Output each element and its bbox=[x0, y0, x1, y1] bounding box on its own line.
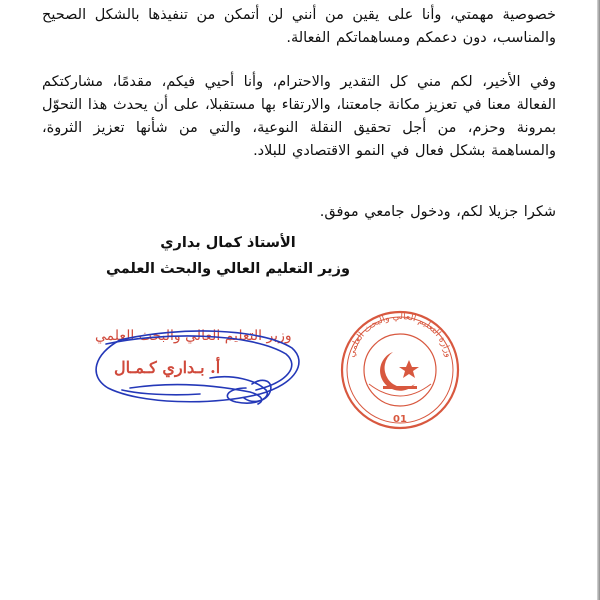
svg-text:وزارة التعليم العالي والبحث ال bbox=[347, 312, 453, 359]
paragraph-2-text: وفي الأخير، لكم مني كل التقدير والاحترام، وأنا أحيي فيكم، مقدمًا، مشاركتكم الفعالة معنا في تعزيز مكانة جامعتنا، والارتقاء بها مستقبلا، على أن يحدث هذا التحوّل بمرونة وحزم، من أجل تحقيق النقلة النوعية، والتي من شأنها تعزيز الثروة، والمساهمة بشكل فعال في النمو الاقتصادي للبلاد. bbox=[42, 73, 556, 159]
paragraph-3-text: شكرا جزيلا لكم، ودخول جامعي موفق. bbox=[319, 203, 556, 220]
stamp-title: وزير التعليم العالي والبحث العلمي bbox=[95, 328, 292, 344]
handwritten-signature bbox=[60, 318, 310, 418]
official-seal-icon bbox=[335, 300, 465, 440]
seal-ring-text: وزارة التعليم العالي والبحث العلمي bbox=[346, 311, 454, 359]
seal-number: 01 bbox=[393, 414, 407, 425]
letter-paragraph-1 bbox=[42, 0, 556, 64]
letter-paragraph-2 bbox=[42, 56, 556, 177]
signatory-name: الأستاذ كمال بداري bbox=[160, 235, 296, 251]
stamp-name: أ. بـداري كـمـال bbox=[114, 358, 221, 377]
signatory-title: وزير التعليم العالي والبحث العلمي bbox=[106, 261, 350, 277]
paragraph-1-text: خصوصية مهمتي، وأنا على يقين من أنني لن أتمكن من تنفيذها بالشكل الصحيح والمناسب، دون دعمكم ومساهماتكم الفعالة. bbox=[42, 6, 556, 46]
signatory-block bbox=[106, 230, 350, 282]
